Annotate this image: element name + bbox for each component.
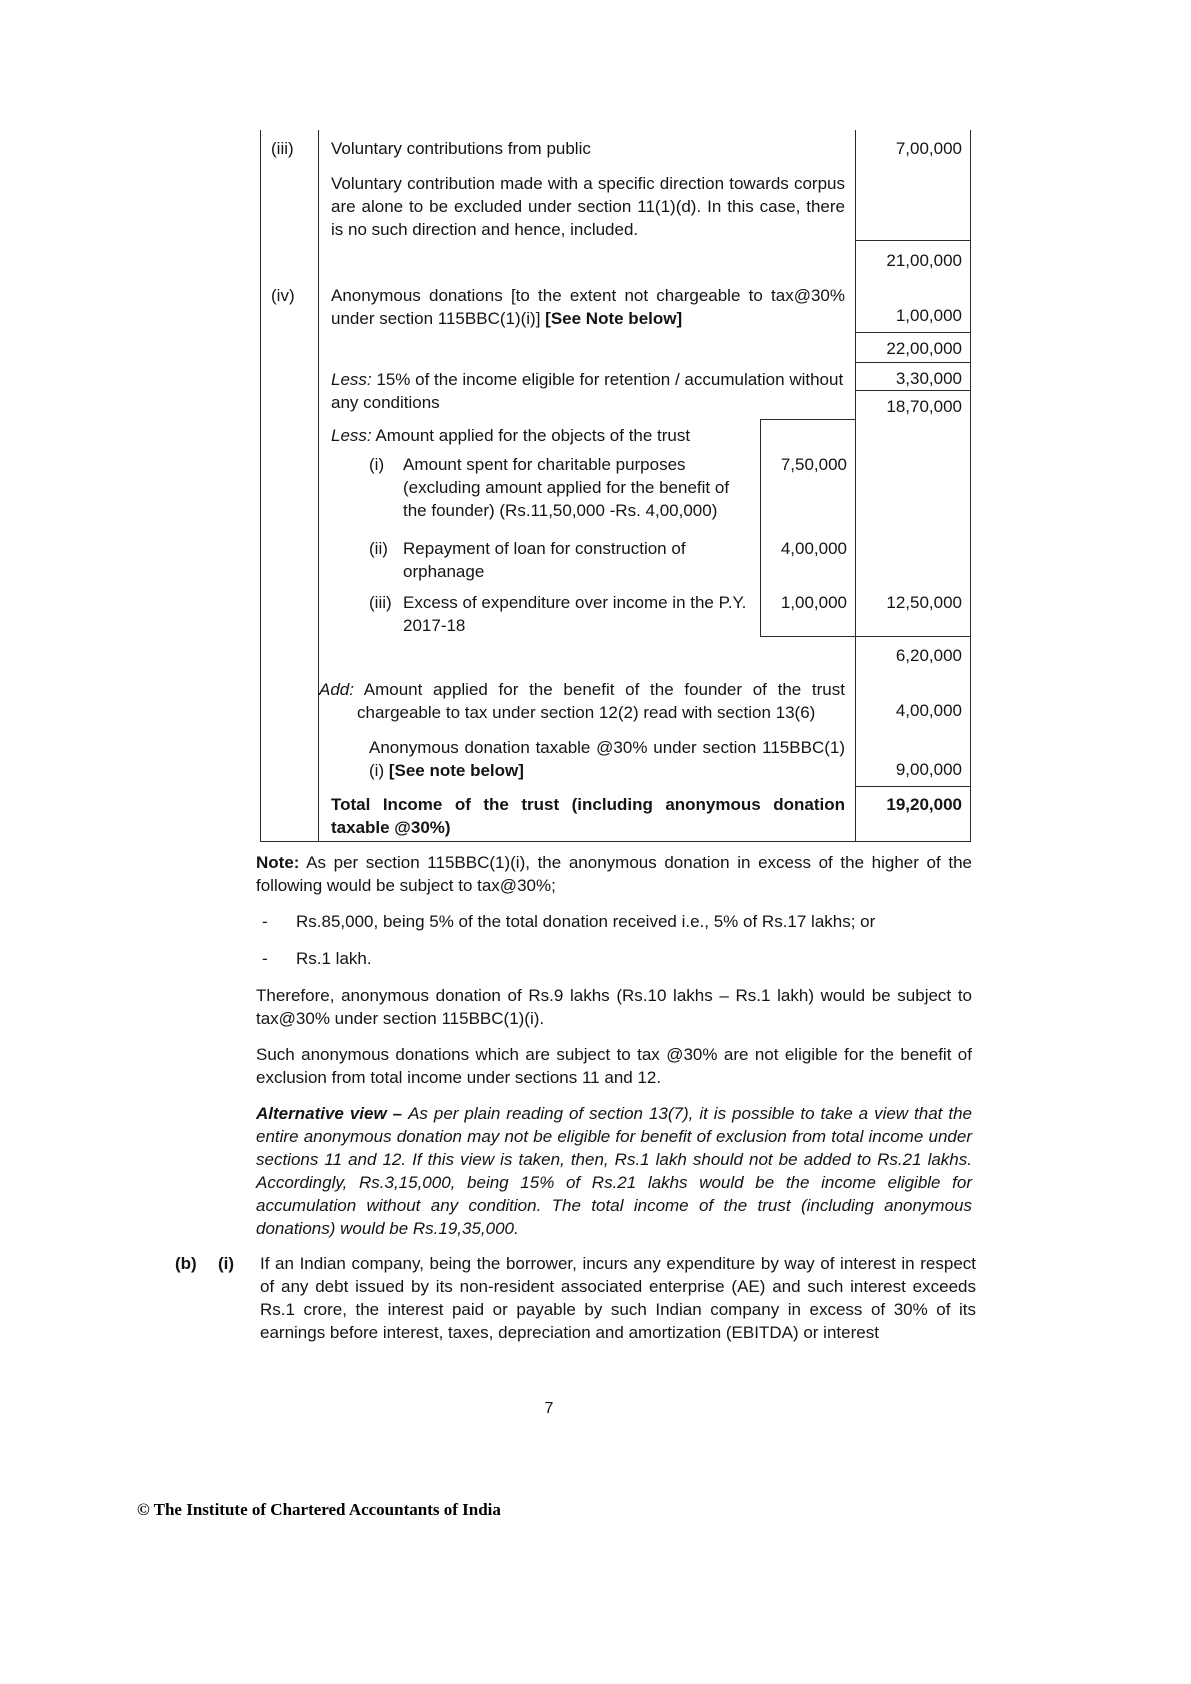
item-text: Amount spent for charitable purposes (excluding amount applied for the benefit of the founder) (Rs.11,50,000 -Rs. 4,00,000): [403, 455, 730, 520]
table-row: [261, 363, 970, 419]
amount-cell: 4,00,000: [855, 673, 970, 727]
row-description: [319, 533, 760, 587]
row-label: [261, 363, 319, 419]
row-label: [261, 449, 319, 533]
item-text: Repayment of loan for construction of orphanage: [403, 539, 686, 581]
row-label: (iii): [261, 130, 319, 168]
amount-cell: [855, 363, 970, 419]
bullet-dash: -: [262, 949, 268, 968]
table-row: [261, 419, 970, 449]
notes-section: [256, 851, 972, 1253]
row-description: [319, 637, 855, 673]
table-row: [261, 587, 970, 637]
copyright-footer: © The Institute of Chartered Accountants of India: [137, 1500, 501, 1519]
list-item: [369, 537, 750, 583]
inner-amount-cell: 7,50,000: [760, 449, 855, 533]
table-row: [261, 130, 970, 168]
amount-cell: [855, 168, 970, 241]
row-description: [319, 587, 760, 637]
row-label: [261, 587, 319, 637]
bullet-text: Rs.1 lakh.: [296, 949, 372, 968]
row-description: [319, 727, 855, 787]
row-description: Anonymous donations [to the extent not chargeable to tax@30% under section 115BBC(1)(i)] [See Note below]: [331, 286, 845, 328]
row-description: Total Income of the trust (including anonymous donation taxable @30%): [331, 795, 845, 837]
item-text: Excess of expenditure over income in the P.Y. 2017-18: [403, 593, 747, 635]
amount-value: 18,70,000: [886, 397, 962, 416]
amount-cell: [855, 533, 970, 587]
table-row: [261, 637, 970, 673]
row-label: [261, 333, 319, 363]
bullet-text: Rs.85,000, being 5% of the total donation received i.e., 5% of Rs.17 lakhs; or: [296, 912, 876, 931]
row-description: Less: Amount applied for the objects of the trust: [331, 426, 691, 445]
item-number: (iii): [369, 593, 392, 612]
row-label: [261, 241, 319, 279]
inner-amount-cell: 4,00,000: [760, 533, 855, 587]
alternative-view-paragraph: Alternative view – As per plain reading of section 13(7), it is possible to take a view that the entire anonymous donation may not be eligible for benefit of exclusion from total income under sections 11 and 12. If this view is taken, then, Rs.1 lakh should not be added to Rs.21 lakhs. Accordingly, Rs.3,15,000, being 15% of Rs.21 lakhs would be the income eligible for accumulation without any condition. The total income of the trust (including anonymous donations) would be Rs.19,35,000.: [256, 1104, 972, 1238]
section-b: [175, 1252, 976, 1344]
such-donations-paragraph: Such anonymous donations which are subject to tax @30% are not eligible for the benefit of exclusion from total income under sections 11 and 12.: [256, 1045, 972, 1087]
table-row: [261, 279, 970, 333]
table-row: [261, 333, 970, 363]
table-row: [261, 449, 970, 533]
amount-cell: 6,20,000: [855, 637, 970, 673]
page-number: 7: [544, 1400, 554, 1417]
amount-cell: [855, 449, 970, 533]
row-description: Less: 15% of the income eligible for retention / accumulation without any conditions: [331, 370, 844, 412]
row-description: Add: Amount applied for the benefit of the founder of the trust chargeable to tax under section 12(2) read with section 13(6): [319, 680, 845, 722]
inner-amount-cell: 1,00,000: [760, 587, 855, 637]
therefore-paragraph: Therefore, anonymous donation of Rs.9 lakhs (Rs.10 lakhs – Rs.1 lakh) would be subject to tax@30% under section 115BBC(1)(i).: [256, 986, 972, 1028]
item-number: (ii): [369, 539, 388, 558]
item-number: (i): [369, 455, 385, 474]
table-row: [261, 168, 970, 241]
computation-table: [260, 130, 971, 842]
amount-cell: 22,00,000: [855, 333, 970, 363]
amount-cell: 7,00,000: [855, 130, 970, 168]
row-description: [319, 241, 855, 279]
amount-cell: 19,20,000: [855, 787, 970, 841]
row-description: Voluntary contribution made with a specific direction towards corpus are alone to be excluded under section 11(1)(d). In this case, there is no such direction and hence, included.: [331, 174, 845, 239]
row-label: [261, 168, 319, 241]
bullet-item: [256, 910, 972, 933]
table-row: [261, 727, 970, 787]
bullet-dash: -: [262, 912, 268, 931]
row-label: [261, 419, 319, 449]
list-item: [369, 591, 750, 637]
amount-cell: 12,50,000: [855, 587, 970, 637]
amount-cell: 21,00,000: [855, 241, 970, 279]
amount-cell: [855, 419, 970, 449]
bullet-item: [256, 947, 972, 970]
table-row: [261, 241, 970, 279]
list-item: [369, 453, 750, 522]
row-description-text: Anonymous donation taxable @30% under section 115BBC(1)(i) [See note below]: [369, 738, 845, 780]
row-label: [261, 533, 319, 587]
row-description: [319, 449, 760, 533]
amount-cell: 9,00,000: [855, 727, 970, 787]
row-label: (iv): [261, 279, 319, 333]
row-description: [319, 333, 855, 363]
row-description: Voluntary contributions from public: [331, 139, 591, 158]
section-b-sublabel: (i): [218, 1254, 235, 1273]
row-label: [261, 787, 319, 841]
section-b-text: If an Indian company, being the borrower, incurs any expenditure by way of interest in respect of any debt issued by its non-resident associated enterprise (AE) and such interest exceeds Rs.1 crore, the interest paid or payable by such Indian company in excess of 30% of its earnings before interest, taxes, depreciation and amortization (EBITDA) or interest: [260, 1254, 976, 1342]
note-paragraph: Note: As per section 115BBC(1)(i), the anonymous donation in excess of the higher of the following would be subject to tax@30%;: [256, 853, 972, 895]
row-label: [261, 637, 319, 673]
amount-cell: 1,00,000: [855, 279, 970, 333]
row-label: [261, 673, 319, 727]
inner-amount-cell: [760, 419, 855, 449]
table-row: [261, 533, 970, 587]
section-b-label: (b): [175, 1254, 197, 1273]
table-row: [261, 787, 970, 841]
amount-value: 3,30,000: [856, 363, 970, 391]
table-row: [261, 673, 970, 727]
row-label: [261, 727, 319, 787]
